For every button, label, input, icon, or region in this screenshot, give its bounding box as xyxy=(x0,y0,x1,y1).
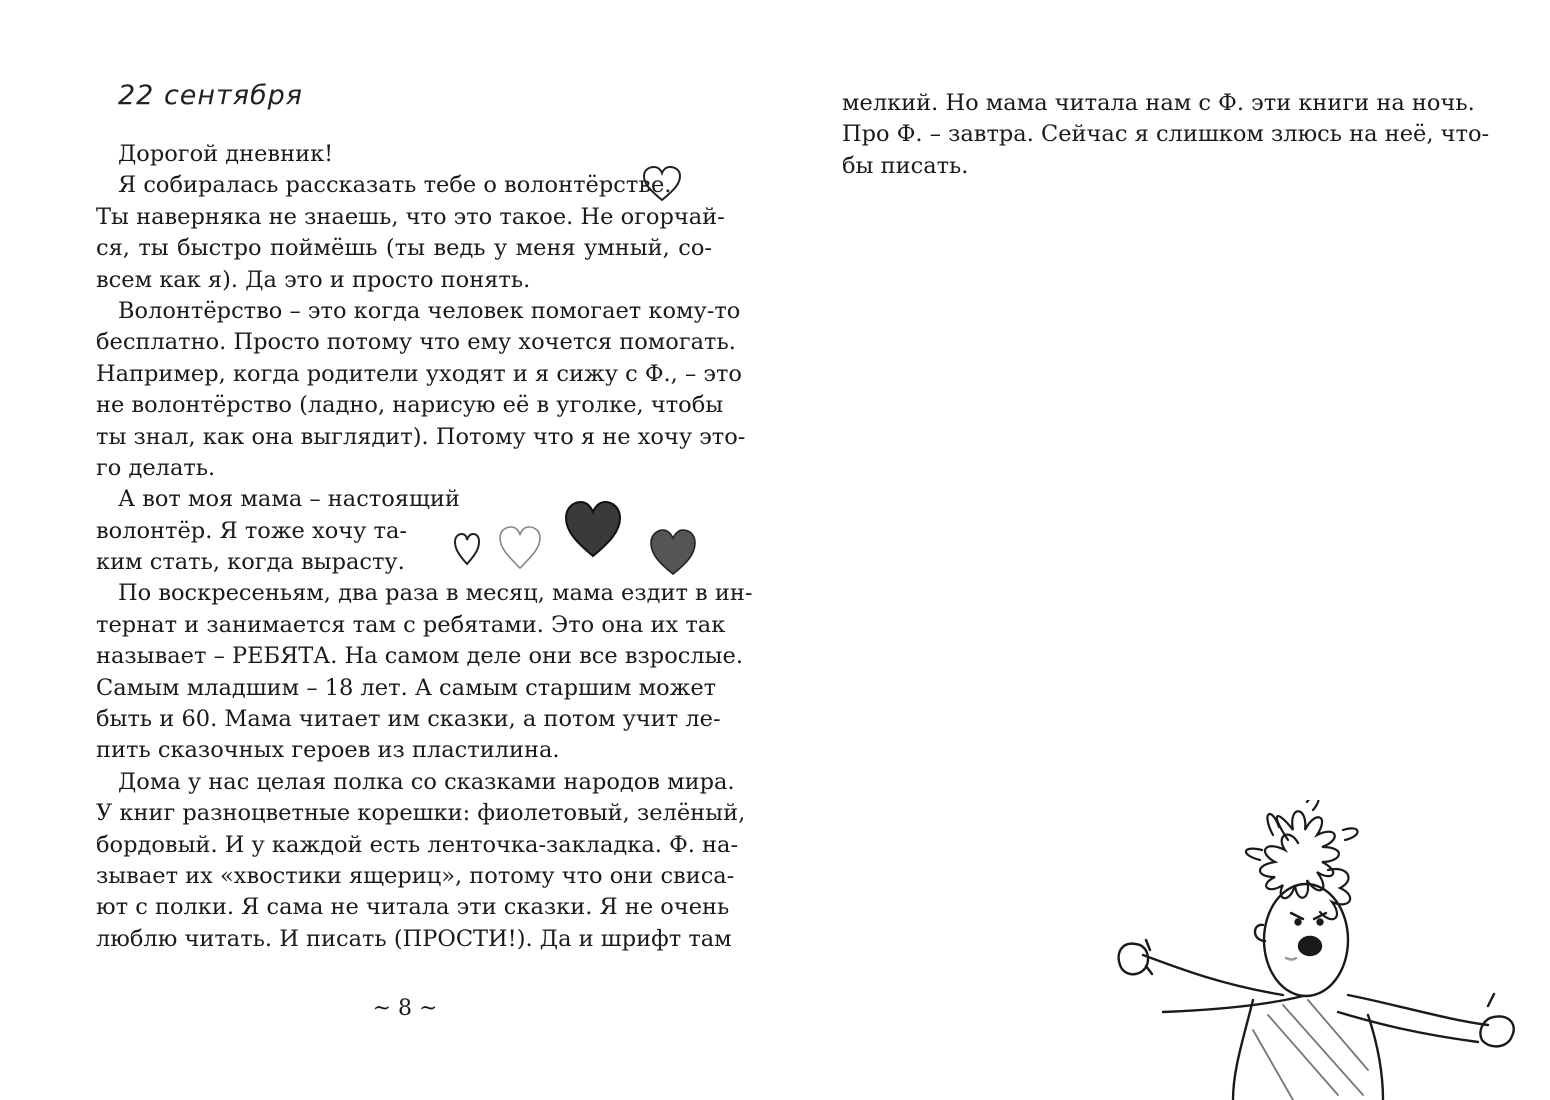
text-line: Волонтёрство – это когда человек помогает кому-то xyxy=(118,297,741,324)
text-line: называет – РЕБЯТА. На самом деле они все взрослые. xyxy=(96,643,744,670)
text-line: Например, когда родители уходят и я сижу с Ф., – это xyxy=(96,360,742,387)
text-line: тернат и занимается там с ребятами. Это она их так xyxy=(96,611,726,638)
text-line: Самым младшим – 18 лет. А самым старшим может xyxy=(96,674,717,701)
text-line: го делать. xyxy=(96,454,216,481)
heart-outline-icon xyxy=(452,528,482,568)
page-number: ~ 8 ~ xyxy=(372,996,438,1021)
text-line: люблю читать. И писать (ПРОСТИ!). Да и шрифт там xyxy=(96,925,732,952)
text-line: Про Ф. – завтра. Сейчас я слишком злюсь на неё, что- xyxy=(842,121,1490,148)
heart-outline-icon xyxy=(640,164,684,204)
right-page xyxy=(842,88,1490,182)
heart-filled-icon xyxy=(562,498,624,560)
text-line: ты знал, как она выглядит). Потому что я не хочу это- xyxy=(96,423,746,450)
text-line: Я собиралась рассказать тебе о волонтёрстве. xyxy=(96,170,712,201)
text-line: зывает их «хвостики ящериц», потому что они свиса- xyxy=(96,862,735,889)
text-line: быть и 60. Мама читает им сказки, а потом учит ле- xyxy=(96,706,721,733)
angry-girl-illustration xyxy=(1058,800,1518,1100)
heart-outline-icon xyxy=(496,522,544,572)
left-page xyxy=(96,80,753,955)
text-line: бы писать. xyxy=(842,152,969,179)
diary-date: 22 сентября xyxy=(118,80,304,111)
text-line: Дорогой дневник! xyxy=(118,141,334,167)
text-line: У книг разноцветные корешки: фиолетовый, зелёный, xyxy=(96,800,746,827)
text-line: не волонтёрство (ладно, нарисую её в уголке, чтобы xyxy=(96,392,724,419)
text-line: бесплатно. Просто потому что ему хочется помогать. xyxy=(96,329,736,356)
text-line: Ты наверняка не знаешь, что это такое. Не огорчай- xyxy=(96,203,725,230)
text-line: бордовый. И у каждой есть ленточка-закладка. Ф. на- xyxy=(96,831,739,858)
text-line: Дома у нас целая полка со сказками народов мира. xyxy=(118,768,735,795)
text-line: А вот моя мама – настоящий xyxy=(118,486,460,513)
text-line: пить сказочных героев из пластилина. xyxy=(96,737,560,764)
text-line: ся, ты быстро поймёшь (ты ведь у меня умный, со- xyxy=(96,235,712,262)
text-line: мелкий. Но мама читала нам с Ф. эти книги на ночь. xyxy=(842,90,1475,116)
text-line: волонтёр. Я тоже хочу та- xyxy=(96,517,407,544)
text-line: ют с полки. Я сама не читала эти сказки. Я не очень xyxy=(96,894,730,921)
text-line: ким стать, когда вырасту. xyxy=(96,549,405,576)
heart-filled-icon xyxy=(646,524,700,578)
hearts-paragraph xyxy=(96,484,712,578)
text-line: всем как я). Да это и просто понять. xyxy=(96,266,531,293)
text-line: По воскресеньям, два раза в месяц, мама ездит в ин- xyxy=(118,580,753,607)
